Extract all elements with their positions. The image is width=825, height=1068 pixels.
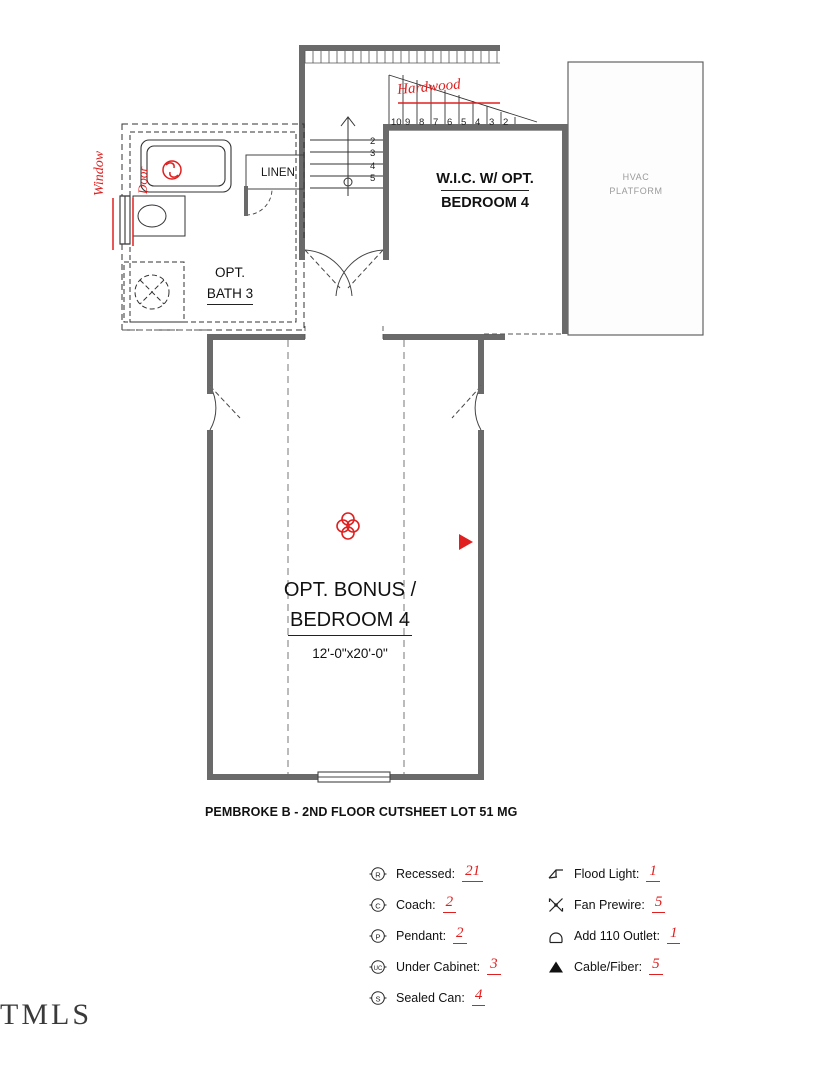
stair-top-wall <box>299 45 500 51</box>
stair-num-v-0: 2 <box>370 136 376 147</box>
stair-num-h-4: 6 <box>447 117 453 128</box>
double-door-swing <box>305 250 383 296</box>
bonus-door-left-jamb <box>207 386 213 394</box>
legend-label-under-cabinet: Under Cabinet: <box>396 959 481 974</box>
room-label-hvac <box>600 170 672 198</box>
flood-light-icon <box>546 864 566 884</box>
page-title: PEMBROKE B - 2ND FLOOR CUTSHEET LOT 51 MG <box>205 805 518 819</box>
stair-inner-wall-right <box>383 124 389 246</box>
room-label-wic <box>415 168 555 214</box>
recessed-light-icon <box>368 864 388 884</box>
bonus-door-left <box>210 386 240 430</box>
svg-text:P: P <box>375 931 381 941</box>
legend-label-coach: Coach: <box>396 897 436 912</box>
sealed-can-icon <box>368 988 388 1008</box>
stair-num-h-8: 2 <box>503 117 509 128</box>
add-110-outlet-icon <box>546 926 566 946</box>
bonus-dims: 12'-0"x20'-0" <box>312 646 388 661</box>
bonus-line2: BEDROOM 4 <box>288 605 412 636</box>
legend-item-under-cabinet <box>368 951 501 982</box>
bath3-line2: BATH 3 <box>207 283 253 305</box>
legend-label-add-110-outlet: Add 110 Outlet: <box>574 928 660 943</box>
svg-text:C: C <box>375 900 381 910</box>
legend-value-under-cabinet: 3 <box>487 956 501 975</box>
coach-light-icon <box>368 895 388 915</box>
stair-direction-arrow <box>341 117 355 196</box>
legend-value-add-110-outlet: 1 <box>667 925 681 944</box>
door-text: Door <box>135 166 150 194</box>
stair-num-h-6: 4 <box>475 117 481 128</box>
legend-column-left <box>368 858 501 1013</box>
svg-text:S: S <box>375 993 381 1003</box>
legend-label-pendant: Pendant: <box>396 928 447 943</box>
stair-top-hatch <box>305 51 500 63</box>
svg-text:R: R <box>375 869 381 879</box>
room-label-bath3 <box>191 262 269 305</box>
legend-item-cable-fiber <box>546 951 680 982</box>
legend-label-recessed: Recessed: <box>396 866 456 881</box>
legend-value-pendant: 2 <box>453 925 467 944</box>
annotation-window <box>92 151 108 196</box>
legend-value-cable-fiber: 5 <box>649 956 663 975</box>
legend-label-sealed-can: Sealed Can: <box>396 990 465 1005</box>
stair-num-h-0: 10 <box>391 117 402 128</box>
stair-num-h-3: 7 <box>433 117 439 128</box>
sealed-can-symbol-bath <box>163 161 181 179</box>
window-wall-left <box>120 196 130 244</box>
under-cabinet-light-icon <box>368 957 388 977</box>
linen-door-swing <box>246 189 272 215</box>
annotation-door <box>135 167 151 194</box>
plan-geometry <box>113 45 703 782</box>
stair-numbers-vertical <box>370 136 375 185</box>
hvac-platform-outline <box>568 62 703 335</box>
linen-door-jamb <box>244 186 248 216</box>
stair-num-v-3: 5 <box>370 172 376 184</box>
room-label-linen <box>261 167 295 179</box>
legend-label-fan-prewire: Fan Prewire: <box>574 897 645 912</box>
bathtub <box>141 140 231 192</box>
bonus-line1: OPT. BONUS / <box>283 579 417 601</box>
legend-item-sealed-can <box>368 982 501 1013</box>
vanity-sink <box>133 196 185 236</box>
cable-fiber-icon <box>546 957 566 977</box>
stair-num-h-1: 9 <box>405 117 411 128</box>
bonus-room-walls <box>207 240 505 780</box>
watermark: TMLS <box>0 998 93 1031</box>
legend-value-recessed: 21 <box>462 863 483 882</box>
cable-fiber-symbol-bonus <box>459 534 473 550</box>
legend-item-pendant <box>368 920 501 951</box>
legend-item-coach <box>368 889 501 920</box>
legend-item-recessed <box>368 858 501 889</box>
legend-item-fan-prewire <box>546 889 680 920</box>
legend-column-right <box>546 858 680 982</box>
wic-line2: BEDROOM 4 <box>441 190 529 214</box>
stair-num-v-1: 3 <box>370 148 376 160</box>
wic-right-wall <box>562 124 568 334</box>
door-jamb-right <box>383 246 389 260</box>
legend-item-flood-light <box>546 858 680 889</box>
legend-label-flood-light: Flood Light: <box>574 866 640 881</box>
wic-line1: W.I.C. W/ OPT. <box>436 171 534 187</box>
legend-value-fan-prewire: 5 <box>652 894 666 913</box>
legend-value-coach: 2 <box>443 894 457 913</box>
legend-value-flood-light: 1 <box>646 863 660 882</box>
svg-text:UC: UC <box>373 965 383 972</box>
legend-label-cable-fiber: Cable/Fiber: <box>574 959 643 974</box>
electrical-legend <box>368 858 708 1008</box>
bath3-line1: OPT. <box>214 265 245 280</box>
hvac-line2: PLATFORM <box>609 186 663 196</box>
fan-prewire-icon <box>546 895 566 915</box>
room-label-bonus <box>255 575 445 669</box>
legend-value-sealed-can: 4 <box>472 987 486 1006</box>
stair-num-h-7: 3 <box>489 117 495 128</box>
hardwood-text: Hardwood <box>396 76 462 99</box>
linen-text: LINEN <box>261 167 295 179</box>
stair-num-h-5: 5 <box>461 117 467 128</box>
bonus-door-right-jamb <box>478 386 484 394</box>
legend-item-add-110-outlet <box>546 920 680 951</box>
ceiling-dashed-lines <box>288 340 404 774</box>
window-text: Window <box>92 150 107 196</box>
stair-num-h-2: 8 <box>419 117 425 128</box>
fan-prewire-symbol-bonus <box>337 513 359 539</box>
bonus-door-right <box>452 386 481 430</box>
shower-stall <box>124 262 184 322</box>
hvac-line1: HVAC <box>622 172 650 182</box>
stair-num-v-2: 4 <box>370 160 376 172</box>
bonus-window-bottom <box>318 772 390 782</box>
pendant-light-icon <box>368 926 388 946</box>
